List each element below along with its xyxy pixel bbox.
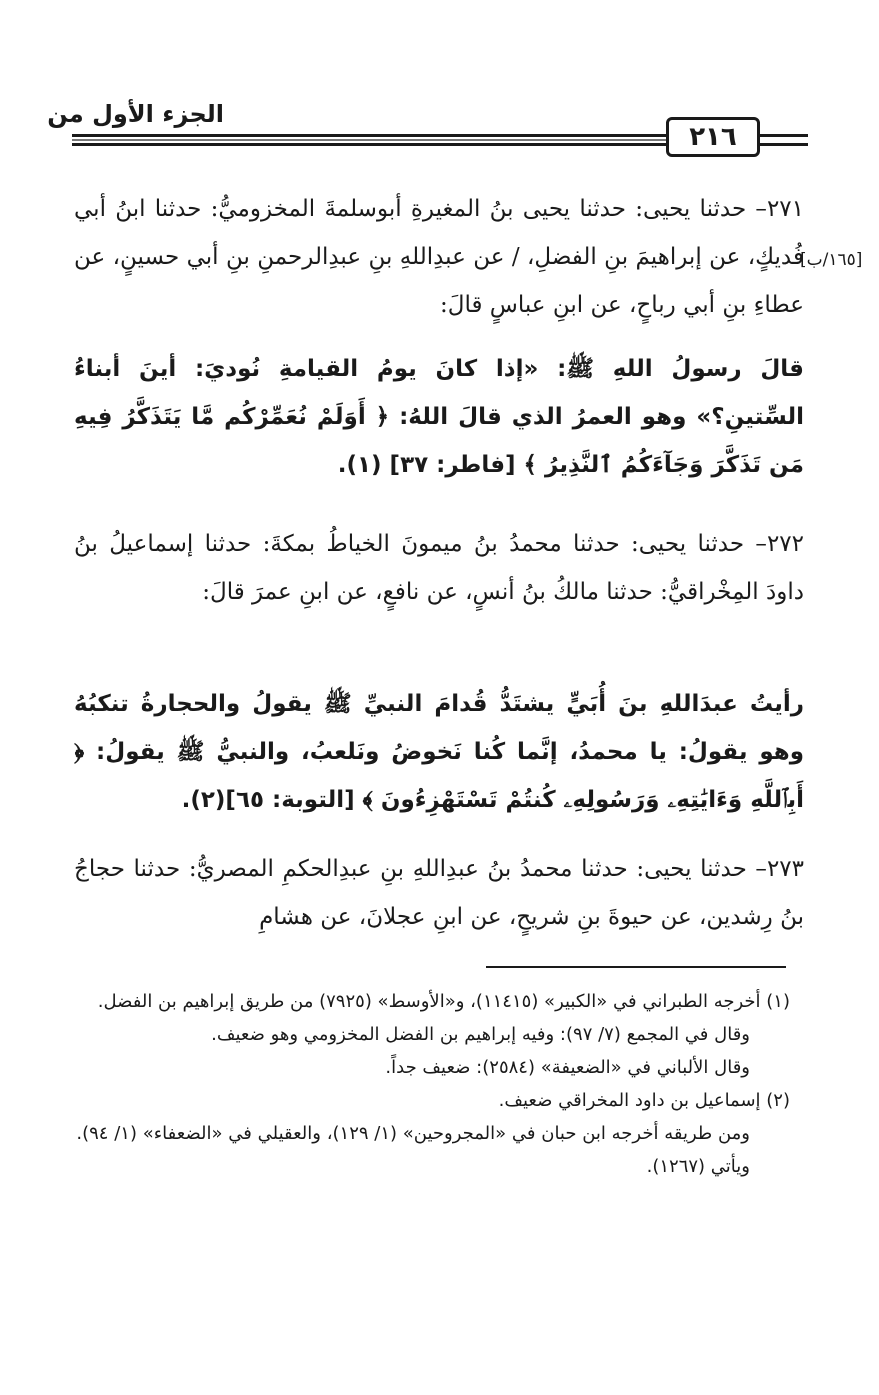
hadith-273-isnad: [74, 845, 804, 941]
hadith-272-matn: [74, 680, 804, 824]
paragraph: ٢٧٢– حدثنا يحيى: حدثنا محمدُ بنُ ميمونَ الخياطُ بمكةَ: حدثنا إسماعيلُ بنُ داودَ المِخْراقيُّ: حدثنا مالكُ بنُ أنسٍ، عن نافعٍ، عن ابنِ عمرَ قالَ:: [74, 531, 804, 605]
footnote-line: وقال الألباني في «الضعيفة» (٢٥٨٤): ضعيف جداً.: [385, 1057, 750, 1078]
manuscript-folio-note: [١٦٥/ب]: [800, 250, 863, 270]
hadith-271-isnad: [74, 185, 804, 329]
footnote-line: وقال في المجمع (٧/ ٩٧): وفيه إبراهيم بن الفضل المخزومي وهو ضعيف.: [211, 1024, 750, 1045]
header-rule: [72, 134, 668, 137]
paragraph: ٢٧١– حدثنا يحيى: حدثنا يحيى بنُ المغيرةِ أبوسلمةَ المخزوميُّ: حدثنا ابنُ أبي فُديكٍ، عن إبراهيمَ بنِ الفضلِ، / عن عبدِاللهِ بنِ عبدِالرحمنِ بنِ أبي حسينٍ، عن عطاءِ بنِ أبي رباحٍ، عن ابنِ عباسٍ قالَ:: [74, 196, 804, 318]
footnotes: [74, 985, 790, 1183]
paragraph: رأيتُ عبدَاللهِ بنَ أُبَيٍّ يشتَدُّ قُدامَ النبيِّ ﷺ يقولُ والحجارةُ تنكبُهُ وهو يقولُ: يا محمدُ، إنَّما كُنا نَخوضُ ونَلعبُ، والنبيُّ ﷺ يقولُ: ﴿ أَبِٱللَّهِ وَءَايَٰتِهِۦ وَرَسُولِهِۦ كُنتُمْ تَسْتَهْزِءُونَ ﴾ [التوبة: ٦٥](٢).: [74, 691, 804, 813]
header-rule: [760, 134, 808, 137]
header-rule: [760, 143, 808, 146]
paragraph: قالَ رسولُ اللهِ ﷺ: «إذا كانَ يومُ القيامةِ نُوديَ: أينَ أبناءُ السِّتينِ؟» وهو العمرُ الذي قالَ اللهُ: ﴿ أَوَلَمْ نُعَمِّرْكُم مَّا يَتَذَكَّرُ فِيهِ مَن تَذَكَّرَ وَجَآءَكُمُ ٱلنَّذِيرُ ﴾ [فاطر: ٣٧] (١).: [74, 356, 804, 478]
header-rule: [72, 139, 668, 141]
hadith-271-matn: [74, 345, 804, 489]
footnote-line: (١) أخرجه الطبراني في «الكبير» (١١٤١٥)، و«الأوسط» (٧٩٢٥) من طريق إبراهيم بن الفضل.: [97, 991, 790, 1012]
footnote-separator: [486, 966, 786, 968]
footnote-line: (٢) إسماعيل بن داود المخراقي ضعيف.: [498, 1090, 790, 1111]
header-rule: [72, 143, 668, 146]
page-number: ٢١٦: [666, 117, 760, 157]
footnote-line: ومن طريقه أخرجه ابن حبان في «المجروحين» (١/ ١٢٩)، والعقيلي في «الضعفاء» (١/ ٩٤). ويأتي (١٢٦٧).: [76, 1123, 750, 1177]
running-header-title: الجزء الأول من: [47, 100, 224, 128]
paragraph: ٢٧٣– حدثنا يحيى: حدثنا محمدُ بنُ عبدِاللهِ بنِ عبدِالحكمِ المصريُّ: حدثنا حجاجُ بنُ رِشدين، عن حيوةَ بنِ شريحٍ، عن ابنِ عجلانَ، عن هشامِ: [74, 856, 804, 930]
hadith-272-isnad: [74, 520, 804, 616]
